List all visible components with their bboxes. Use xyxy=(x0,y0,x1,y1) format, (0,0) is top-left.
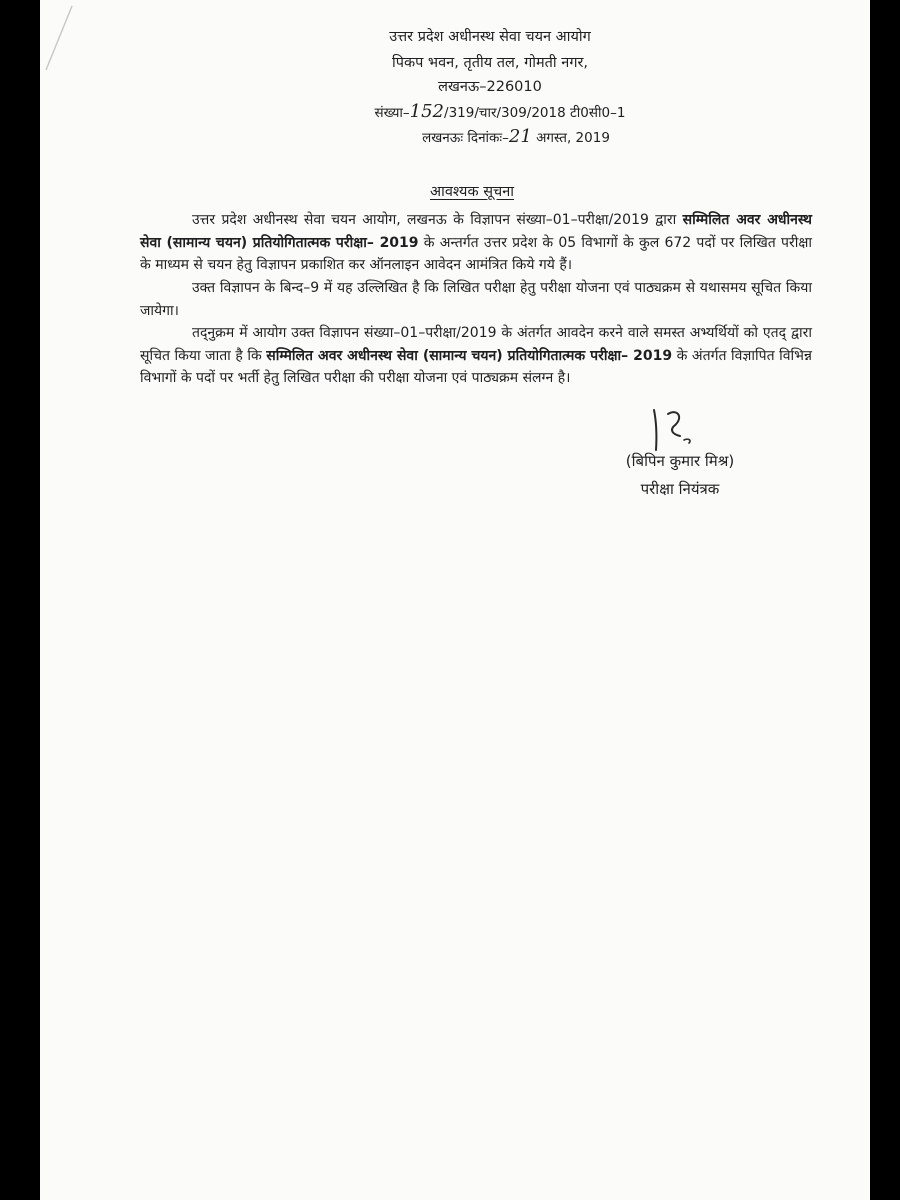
reference-handwritten-number: 152 xyxy=(409,101,445,122)
org-name: उत्तर प्रदेश अधीनस्थ सेवा चयन आयोग xyxy=(389,29,591,45)
reference-prefix: संख्या– xyxy=(374,105,410,121)
paragraph-1-exam-name: सम्मिलित अवर अधीनस्थ सेवा (सामान्य चयन) प्रतियोगितात्मक परीक्षा– 2019 xyxy=(140,212,813,251)
paragraph-1-text-a: उत्तर प्रदेश अधीनस्थ सेवा चयन आयोग, लखनऊ के विज्ञापन संख्या–01–परीक्षा/2019 द्वारा xyxy=(192,212,683,228)
document-page xyxy=(40,0,870,1200)
paper-crease-mark xyxy=(40,0,160,120)
org-address: पिकप भवन, तृतीय तल, गोमती नगर, xyxy=(391,55,589,71)
reference-number xyxy=(200,103,800,121)
paragraph-3-text-b: के अंतर्गत विज्ञापित विभिन्न विभागों के पदों पर भर्ती हेतु लिखित परीक्षा की परीक्षा योजना एवं पाठ्यक्रम संलग्न है। xyxy=(140,347,812,386)
paragraph-2-text: उक्त विज्ञापन के बिन्द–9 में यह उल्लिखित है कि लिखित परीक्षा हेतु परीक्षा योजना एवं पाठ्यक्रम से यथासमय सूचित किया जायेगा। xyxy=(140,280,812,319)
org-city-pin: लखनऊ–226010 xyxy=(438,79,542,95)
handwritten-signature xyxy=(642,404,712,454)
paragraph-3-text-a: तद्नुक्रम में आयोग उक्त विज्ञापन संख्या–01–परीक्षा/2019 के अंतर्गत आवदेन करने वाले समस्त अभ्यर्थियों को एतद् द्वारा सूचित किया जाता है कि xyxy=(140,325,812,364)
paragraph-1-text-b: के अन्तर्गत उत्तर प्रदेश के 05 विभागों के कुल 672 पदों पर लिखित परीक्षा के माध्यम से चयन हेतु विज्ञापन प्रकाशित कर ऑनलाइन आवेदन आमंत्रित किये गये हैं। xyxy=(140,234,812,273)
paragraph-3 xyxy=(140,322,812,390)
signatory-name: (बिपिन कुमार मिश्र) xyxy=(625,452,735,470)
notice-title: आवश्यक सूचना xyxy=(430,184,515,200)
date-prefix: लखनऊः दिनांकः– xyxy=(422,130,509,146)
date-handwritten-day: 21 xyxy=(508,126,532,147)
issue-date xyxy=(216,128,816,146)
paragraph-3-exam-name: सम्मिलित अवर अधीनस्थ सेवा (सामान्य चयन) प्रतियोगितात्मक परीक्षा– 2019 xyxy=(266,347,673,364)
paragraph-2 xyxy=(140,277,812,322)
signatory-designation: परीक्षा नियंत्रक xyxy=(640,480,720,498)
date-suffix: अगस्त, 2019 xyxy=(531,130,610,146)
paragraph-1 xyxy=(140,209,812,277)
reference-suffix: /319/चार/309/2018 टी0सी0–1 xyxy=(444,105,626,121)
